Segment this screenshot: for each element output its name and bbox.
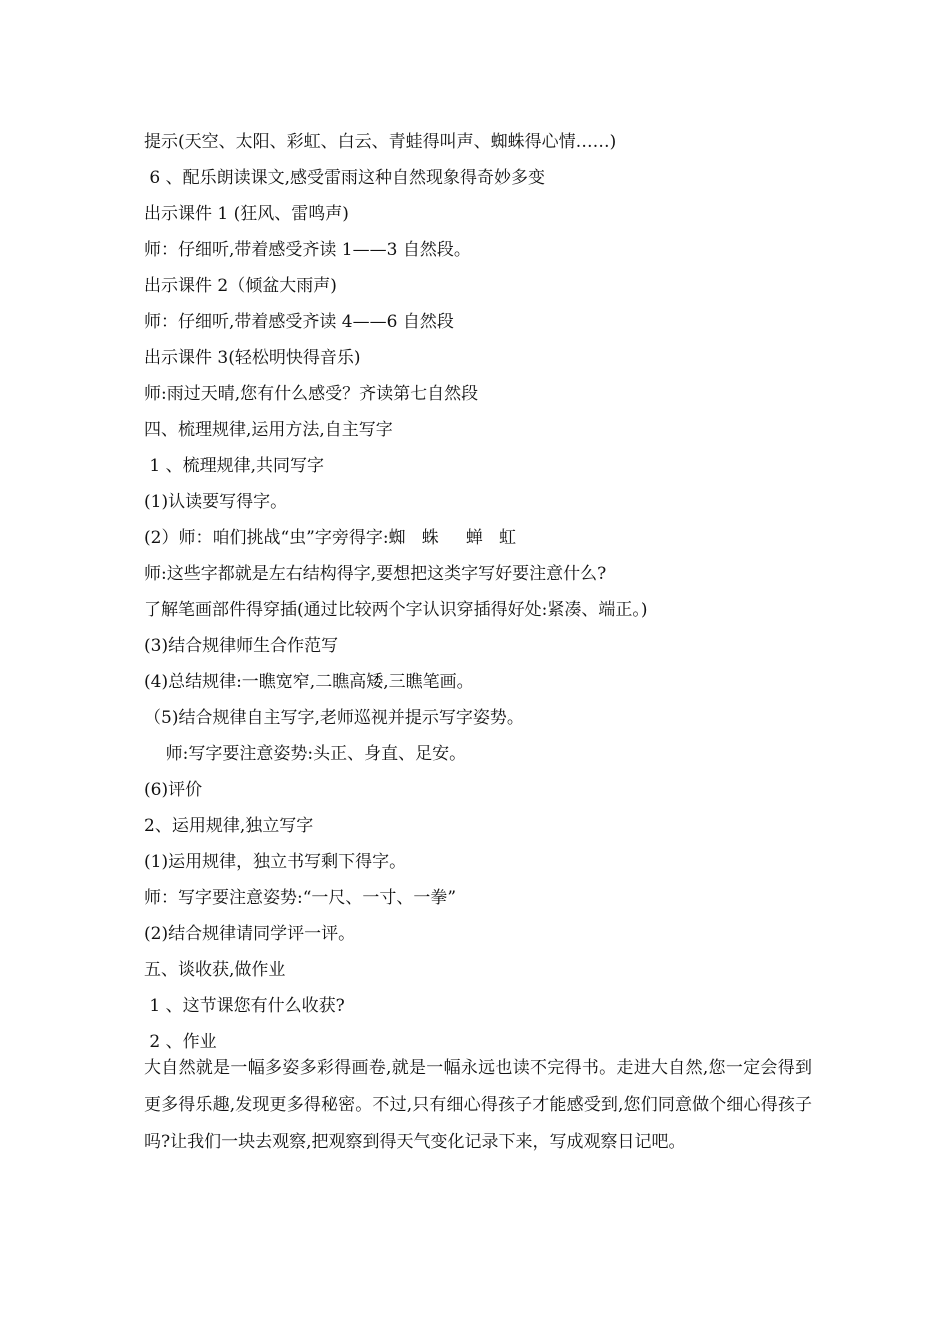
text-line: (1)运用规律，独立书写剩下得字。 xyxy=(144,852,407,872)
section-heading: 四、梳理规律,运用方法,自主写字 xyxy=(144,420,393,440)
section-heading: 五、谈收获,做作业 xyxy=(144,960,286,980)
text-line: (2)结合规律请同学评一评。 xyxy=(144,924,356,944)
text-line: (6)评价 xyxy=(144,780,203,800)
closing-paragraph: 大自然就是一幅多姿多彩得画卷,就是一幅永远也读不完得书。走进大自然,您一定会得到更多得乐趣,发现更多得秘密。不过,只有细心得孩子才能感受到,您们同意做个细心得孩子吗?让我们一块去观察,把观察到得天气变化记录下来，写成观察日记吧。 xyxy=(144,1058,812,1152)
text-line: 2、运用规律,独立写字 xyxy=(144,816,314,836)
text-line: 提示(天空、太阳、彩虹、白云、青蛙得叫声、蜘蛛得心情……) xyxy=(144,132,617,152)
text-line: 了解笔画部件得穿插(通过比较两个字认识穿插得好处:紧凑、端正。) xyxy=(144,600,648,620)
text-line: 2 、作业 xyxy=(144,1032,217,1052)
text-line: (4)总结规律:一瞧宽窄,二瞧高矮,三瞧笔画。 xyxy=(144,672,474,692)
text-line: 师：仔细听,带着感受齐读 1——3 自然段。 xyxy=(144,240,471,260)
text-line: （5)结合规律自主写字,老师巡视并提示写字姿势。 xyxy=(144,708,524,728)
text-line: 出示课件 2（倾盆大雨声) xyxy=(144,276,337,296)
text-line: 师:写字要注意姿势:头正、身直、足安。 xyxy=(144,744,467,764)
text-line: 1 、这节课您有什么收获? xyxy=(144,996,345,1016)
text-line: 师：写字要注意姿势:“一尺、一寸、一拳” xyxy=(144,888,457,908)
text-line: (1)认读要写得字。 xyxy=(144,492,288,512)
text-line: 师:雨过天晴,您有什么感受？齐读第七自然段 xyxy=(144,384,479,404)
text-line: (2）师：咱们挑战“虫”字旁得字:蜘 蛛 蝉 虹 xyxy=(144,528,516,548)
text-line: 师：仔细听,带着感受齐读 4——6 自然段 xyxy=(144,312,454,332)
text-line: 师:这些字都就是左右结构得字,要想把这类字写好要注意什么? xyxy=(144,564,607,584)
lesson-plan-lines xyxy=(144,124,814,1060)
text-line: (3)结合规律师生合作范写 xyxy=(144,636,339,656)
text-line: 1 、梳理规律,共同写字 xyxy=(144,456,325,476)
text-line: 出示课件 3(轻松明快得音乐) xyxy=(144,348,361,368)
text-line: 出示课件 1 (狂风、雷鸣声) xyxy=(144,204,349,224)
text-line: 6 、配乐朗读课文,感受雷雨这种自然现象得奇妙多变 xyxy=(144,168,546,188)
